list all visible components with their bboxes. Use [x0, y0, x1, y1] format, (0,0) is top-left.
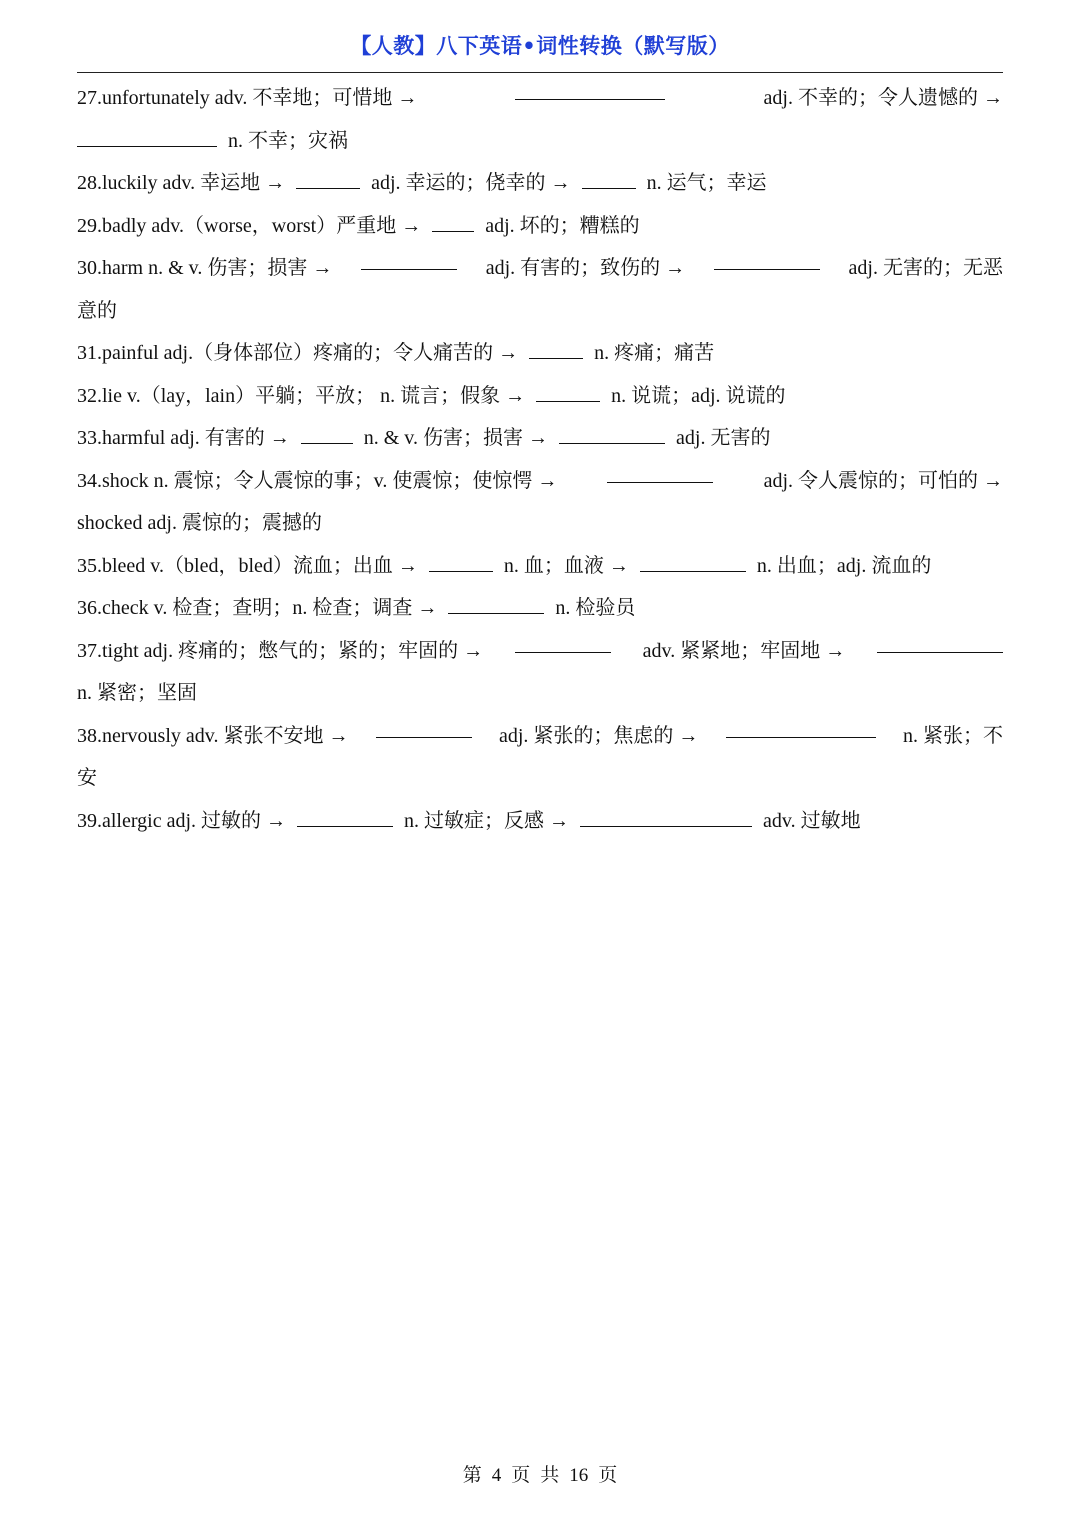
exercise-39-text-a: 39.allergic adj. 过敏的 → [77, 809, 287, 832]
exercise-30-blank-1[interactable] [361, 247, 457, 270]
exercise-34-text-a: 34.shock n. 震惊；令人震惊的事；v. 使震惊；使惊愕 → [77, 469, 558, 492]
exercise-27-blank-2[interactable] [77, 124, 217, 147]
exercise-37-line-2 [77, 672, 1003, 715]
exercise-33-text-c: adj. 无害的 [676, 427, 771, 449]
exercise-37-text-c: n. 紧密；坚固 [77, 682, 197, 704]
exercise-38-text-b: adj. 紧张的；焦虑的 → [499, 724, 699, 747]
exercise-34-line-1 [77, 460, 1003, 503]
exercise-33-blank-2[interactable] [559, 421, 665, 444]
exercise-28-line [77, 162, 1003, 205]
exercise-35-text-a: 35.bleed v.（bled，bled）流血；出血 → [77, 554, 418, 577]
exercise-31-blank-1[interactable] [529, 336, 583, 359]
exercise-33-blank-1[interactable] [301, 421, 353, 444]
footer-total-pages: 16 [569, 1465, 589, 1486]
exercise-32-blank-1[interactable] [536, 379, 600, 402]
exercise-29-blank-1[interactable] [432, 209, 474, 232]
exercise-27-text-c: n. 不幸；灾祸 [228, 129, 348, 152]
exercise-33-text-a: 33.harmful adj. 有害的 → [77, 427, 290, 449]
exercise-36-blank-1[interactable] [448, 591, 544, 614]
exercise-35-text-b: n. 血；血液 → [503, 554, 629, 577]
footer-prefix: 第 [462, 1465, 482, 1486]
exercise-38-blank-1[interactable] [376, 715, 472, 738]
exercise-31-line [77, 332, 1003, 375]
header-divider [77, 72, 1003, 73]
exercise-28-blank-1[interactable] [296, 166, 360, 189]
exercise-34-line-2 [77, 502, 1003, 545]
exercise-37-blank-2[interactable] [877, 630, 1003, 653]
footer-page-word: 页 [511, 1465, 531, 1486]
exercise-37-text-a: 37.tight adj. 疼痛的；憋气的；紧的；牢固的 → [77, 639, 484, 662]
exercise-33-line [77, 417, 1003, 460]
exercise-34-blank-1[interactable] [607, 460, 713, 483]
exercise-32-line [77, 375, 1003, 418]
exercise-31-text-a: 31.painful adj.（身体部位）疼痛的；令人痛苦的 → [77, 342, 519, 364]
exercise-39-line [77, 800, 1003, 843]
exercise-32-text-b: n. 说谎；adj. 说谎的 [611, 384, 786, 407]
footer-total-word: 共 [540, 1465, 560, 1486]
exercise-29-text-a: 29.badly adv.（worse，worst）严重地 → [77, 214, 422, 237]
page-number-footer [0, 1460, 1080, 1487]
exercise-39-text-b: n. 过敏症；反感 → [404, 809, 570, 832]
exercise-29-line [77, 205, 1003, 248]
exercise-30-line-1 [77, 247, 1003, 290]
exercise-27-line-1 [77, 77, 1003, 120]
exercise-list [77, 77, 1003, 842]
exercise-38-blank-2[interactable] [726, 715, 876, 738]
exercise-39-blank-1[interactable] [297, 804, 393, 827]
exercise-31-text-b: n. 疼痛；痛苦 [594, 342, 715, 364]
footer-current-page: 4 [491, 1465, 502, 1486]
exercise-36-line [77, 587, 1003, 630]
exercise-35-text-c: n. 出血；adj. 流血的 [756, 554, 932, 577]
exercise-39-text-c: adv. 过敏地 [763, 809, 861, 832]
exercise-27-blank-1[interactable] [515, 77, 665, 100]
exercise-39-blank-2[interactable] [580, 804, 752, 827]
exercise-28-text-c: n. 运气；幸运 [646, 172, 767, 194]
exercise-28-text-b: adj. 幸运的；侥幸的 → [371, 172, 571, 194]
exercise-30-blank-2[interactable] [714, 247, 820, 270]
exercise-35-blank-2[interactable] [640, 549, 746, 572]
exercise-38-line-2 [77, 757, 1003, 800]
exercise-35-blank-1[interactable] [429, 549, 493, 572]
exercise-28-text-a: 28.luckily adv. 幸运地 → [77, 172, 286, 194]
exercise-30-text-c: adj. 无害的；无恶 [848, 257, 1003, 279]
exercise-27-text-a: 27.unfortunately adv. 不幸地；可惜地 → [77, 87, 418, 109]
exercise-37-blank-1[interactable] [515, 630, 611, 653]
exercise-29-text-b: adj. 坏的；糟糕的 [485, 214, 640, 237]
exercise-36-text-b: n. 检验员 [555, 597, 636, 619]
exercise-28-blank-2[interactable] [582, 166, 636, 189]
exercise-38-line-1 [77, 715, 1003, 758]
exercise-35-line [77, 545, 1003, 588]
exercise-38-text-a: 38.nervously adv. 紧张不安地 → [77, 724, 349, 747]
exercise-30-text-d: 意的 [77, 299, 117, 322]
document-header-title: 【人教】八下英语•词性转换（默写版） [350, 34, 730, 58]
exercise-37-text-b: adv. 紧紧地；牢固地 → [642, 639, 846, 662]
exercise-30-text-b: adj. 有害的；致伤的 → [485, 257, 686, 279]
exercise-30-line-2 [77, 290, 1003, 333]
exercise-27-line-2 [77, 120, 1003, 163]
exercise-36-text-a: 36.check v. 检查；查明；n. 检查；调查 → [77, 597, 438, 619]
exercise-34-text-b: adj. 令人震惊的；可怕的 → [763, 469, 1003, 492]
exercise-30-text-a: 30.harm n. & v. 伤害；损害 → [77, 257, 333, 279]
exercise-37-line-1 [77, 630, 1003, 673]
exercise-27-text-b: adj. 不幸的；令人遗憾的 → [763, 87, 1003, 109]
footer-suffix: 页 [598, 1465, 618, 1486]
exercise-38-text-c: n. 紧张；不 [902, 724, 1003, 747]
exercise-33-text-b: n. & v. 伤害；损害 → [363, 427, 549, 449]
exercise-32-text-a: 32.lie v.（lay，lain）平躺；平放； n. 谎言；假象 → [77, 384, 526, 407]
exercise-38-text-d: 安 [77, 767, 97, 789]
exercise-34-text-c: shocked adj. 震惊的；震撼的 [77, 512, 322, 534]
